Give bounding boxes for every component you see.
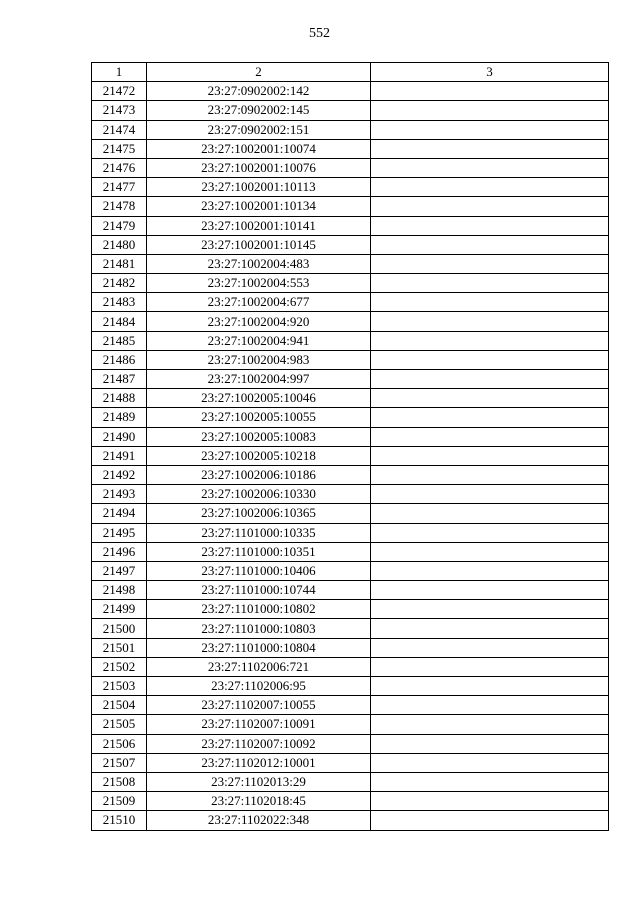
notes-cell [371, 254, 609, 273]
row-number-cell: 21479 [92, 216, 147, 235]
table-row [92, 254, 609, 273]
cadastral-number-cell: 23:27:1102007:10055 [147, 696, 371, 715]
notes-cell [371, 523, 609, 542]
row-number-cell: 21492 [92, 465, 147, 484]
table-row [92, 465, 609, 484]
row-number-cell: 21495 [92, 523, 147, 542]
row-number-cell: 21484 [92, 312, 147, 331]
notes-cell [371, 446, 609, 465]
table-row [92, 657, 609, 676]
table-row [92, 504, 609, 523]
cadastral-number-cell: 23:27:1002001:10074 [147, 139, 371, 158]
cadastral-number-cell: 23:27:1102006:721 [147, 657, 371, 676]
notes-cell [371, 312, 609, 331]
table-header-row [92, 63, 609, 82]
table-row [92, 600, 609, 619]
table-row [92, 677, 609, 696]
row-number-cell: 21481 [92, 254, 147, 273]
row-number-cell: 21508 [92, 772, 147, 791]
cadastral-number-cell: 23:27:1002004:997 [147, 370, 371, 389]
row-number-cell: 21478 [92, 197, 147, 216]
notes-cell [371, 619, 609, 638]
row-number-cell: 21504 [92, 696, 147, 715]
cadastral-number-cell: 23:27:1102013:29 [147, 772, 371, 791]
notes-cell [371, 561, 609, 580]
notes-cell [371, 792, 609, 811]
notes-cell [371, 696, 609, 715]
notes-cell [371, 197, 609, 216]
row-number-cell: 21509 [92, 792, 147, 811]
row-number-cell: 21477 [92, 178, 147, 197]
cadastral-number-cell: 23:27:1101000:10802 [147, 600, 371, 619]
row-number-cell: 21501 [92, 638, 147, 657]
row-number-cell: 21475 [92, 139, 147, 158]
notes-cell [371, 178, 609, 197]
notes-cell [371, 485, 609, 504]
notes-cell [371, 389, 609, 408]
notes-cell [371, 101, 609, 120]
row-number-cell: 21497 [92, 561, 147, 580]
column-header-3: 3 [371, 63, 609, 82]
row-number-cell: 21503 [92, 677, 147, 696]
table-row [92, 274, 609, 293]
cadastral-number-cell: 23:27:1101000:10335 [147, 523, 371, 542]
row-number-cell: 21506 [92, 734, 147, 753]
table-row [92, 772, 609, 791]
row-number-cell: 21480 [92, 235, 147, 254]
row-number-cell: 21493 [92, 485, 147, 504]
notes-cell [371, 139, 609, 158]
table-row [92, 561, 609, 580]
cadastral-number-cell: 23:27:1002006:10186 [147, 465, 371, 484]
notes-cell [371, 274, 609, 293]
row-number-cell: 21494 [92, 504, 147, 523]
table-row [92, 619, 609, 638]
table-row [92, 485, 609, 504]
row-number-cell: 21473 [92, 101, 147, 120]
table-row [92, 446, 609, 465]
table-row [92, 331, 609, 350]
cadastral-number-cell: 23:27:1002005:10046 [147, 389, 371, 408]
notes-cell [371, 408, 609, 427]
row-number-cell: 21500 [92, 619, 147, 638]
notes-cell [371, 293, 609, 312]
column-header-1: 1 [92, 63, 147, 82]
cadastral-number-cell: 23:27:1002006:10365 [147, 504, 371, 523]
notes-cell [371, 657, 609, 676]
cadastral-number-cell: 23:27:1002004:941 [147, 331, 371, 350]
notes-cell [371, 350, 609, 369]
notes-cell [371, 600, 609, 619]
notes-cell [371, 331, 609, 350]
table-row [92, 523, 609, 542]
cadastral-number-cell: 23:27:1002001:10076 [147, 158, 371, 177]
table-row [92, 408, 609, 427]
cadastral-number-cell: 23:27:0902002:142 [147, 82, 371, 101]
table-row [92, 753, 609, 772]
row-number-cell: 21483 [92, 293, 147, 312]
cadastral-number-cell: 23:27:1002001:10145 [147, 235, 371, 254]
notes-cell [371, 120, 609, 139]
notes-cell [371, 427, 609, 446]
table-row [92, 427, 609, 446]
table-row [92, 542, 609, 561]
notes-cell [371, 235, 609, 254]
notes-cell [371, 753, 609, 772]
notes-cell [371, 677, 609, 696]
notes-cell [371, 638, 609, 657]
notes-cell [371, 715, 609, 734]
table-row [92, 216, 609, 235]
table-row [92, 638, 609, 657]
row-number-cell: 21489 [92, 408, 147, 427]
cadastral-number-cell: 23:27:1102012:10001 [147, 753, 371, 772]
cadastral-number-cell: 23:27:1002004:677 [147, 293, 371, 312]
notes-cell [371, 82, 609, 101]
row-number-cell: 21486 [92, 350, 147, 369]
cadastral-number-cell: 23:27:1101000:10804 [147, 638, 371, 657]
table-row [92, 139, 609, 158]
table-row [92, 120, 609, 139]
row-number-cell: 21476 [92, 158, 147, 177]
row-number-cell: 21505 [92, 715, 147, 734]
row-number-cell: 21507 [92, 753, 147, 772]
cadastral-number-cell: 23:27:1002004:553 [147, 274, 371, 293]
notes-cell [371, 811, 609, 830]
cadastral-number-cell: 23:27:1101000:10744 [147, 581, 371, 600]
table-row [92, 696, 609, 715]
table-row [92, 197, 609, 216]
notes-cell [371, 216, 609, 235]
table-row [92, 581, 609, 600]
cadastral-number-cell: 23:27:1002001:10113 [147, 178, 371, 197]
notes-cell [371, 734, 609, 753]
row-number-cell: 21510 [92, 811, 147, 830]
row-number-cell: 21491 [92, 446, 147, 465]
table-row [92, 312, 609, 331]
notes-cell [371, 465, 609, 484]
cadastral-number-cell: 23:27:1002005:10218 [147, 446, 371, 465]
cadastral-number-cell: 23:27:1101000:10803 [147, 619, 371, 638]
cadastral-number-cell: 23:27:1102007:10092 [147, 734, 371, 753]
row-number-cell: 21499 [92, 600, 147, 619]
row-number-cell: 21496 [92, 542, 147, 561]
notes-cell [371, 504, 609, 523]
table-row [92, 178, 609, 197]
column-header-2: 2 [147, 63, 371, 82]
row-number-cell: 21474 [92, 120, 147, 139]
cadastral-number-cell: 23:27:1002006:10330 [147, 485, 371, 504]
table-row [92, 389, 609, 408]
cadastral-number-cell: 23:27:1101000:10406 [147, 561, 371, 580]
table-row [92, 811, 609, 830]
notes-cell [371, 772, 609, 791]
row-number-cell: 21472 [92, 82, 147, 101]
row-number-cell: 21482 [92, 274, 147, 293]
cadastral-number-cell: 23:27:1002005:10083 [147, 427, 371, 446]
table-row [92, 734, 609, 753]
row-number-cell: 21485 [92, 331, 147, 350]
cadastral-number-cell: 23:27:1002004:483 [147, 254, 371, 273]
row-number-cell: 21490 [92, 427, 147, 446]
notes-cell [371, 370, 609, 389]
row-number-cell: 21488 [92, 389, 147, 408]
cadastral-number-cell: 23:27:1002001:10141 [147, 216, 371, 235]
table-row [92, 158, 609, 177]
table-row [92, 715, 609, 734]
row-number-cell: 21487 [92, 370, 147, 389]
cadastral-number-cell: 23:27:0902002:145 [147, 101, 371, 120]
cadastral-number-cell: 23:27:1002001:10134 [147, 197, 371, 216]
cadastral-number-cell: 23:27:1102018:45 [147, 792, 371, 811]
cadastral-number-cell: 23:27:1002005:10055 [147, 408, 371, 427]
notes-cell [371, 581, 609, 600]
row-number-cell: 21502 [92, 657, 147, 676]
table-row [92, 792, 609, 811]
table-row [92, 293, 609, 312]
table-row [92, 370, 609, 389]
registry-table [91, 62, 609, 831]
cadastral-number-cell: 23:27:0902002:151 [147, 120, 371, 139]
cadastral-number-cell: 23:27:1002004:920 [147, 312, 371, 331]
cadastral-number-cell: 23:27:1101000:10351 [147, 542, 371, 561]
cadastral-number-cell: 23:27:1102007:10091 [147, 715, 371, 734]
table-body [92, 82, 609, 830]
notes-cell [371, 542, 609, 561]
row-number-cell: 21498 [92, 581, 147, 600]
cadastral-number-cell: 23:27:1102022:348 [147, 811, 371, 830]
table-row [92, 235, 609, 254]
cadastral-number-cell: 23:27:1102006:95 [147, 677, 371, 696]
page-number: 552 [309, 26, 330, 41]
table-row [92, 82, 609, 101]
cadastral-number-cell: 23:27:1002004:983 [147, 350, 371, 369]
notes-cell [371, 158, 609, 177]
table-row [92, 101, 609, 120]
table-row [92, 350, 609, 369]
